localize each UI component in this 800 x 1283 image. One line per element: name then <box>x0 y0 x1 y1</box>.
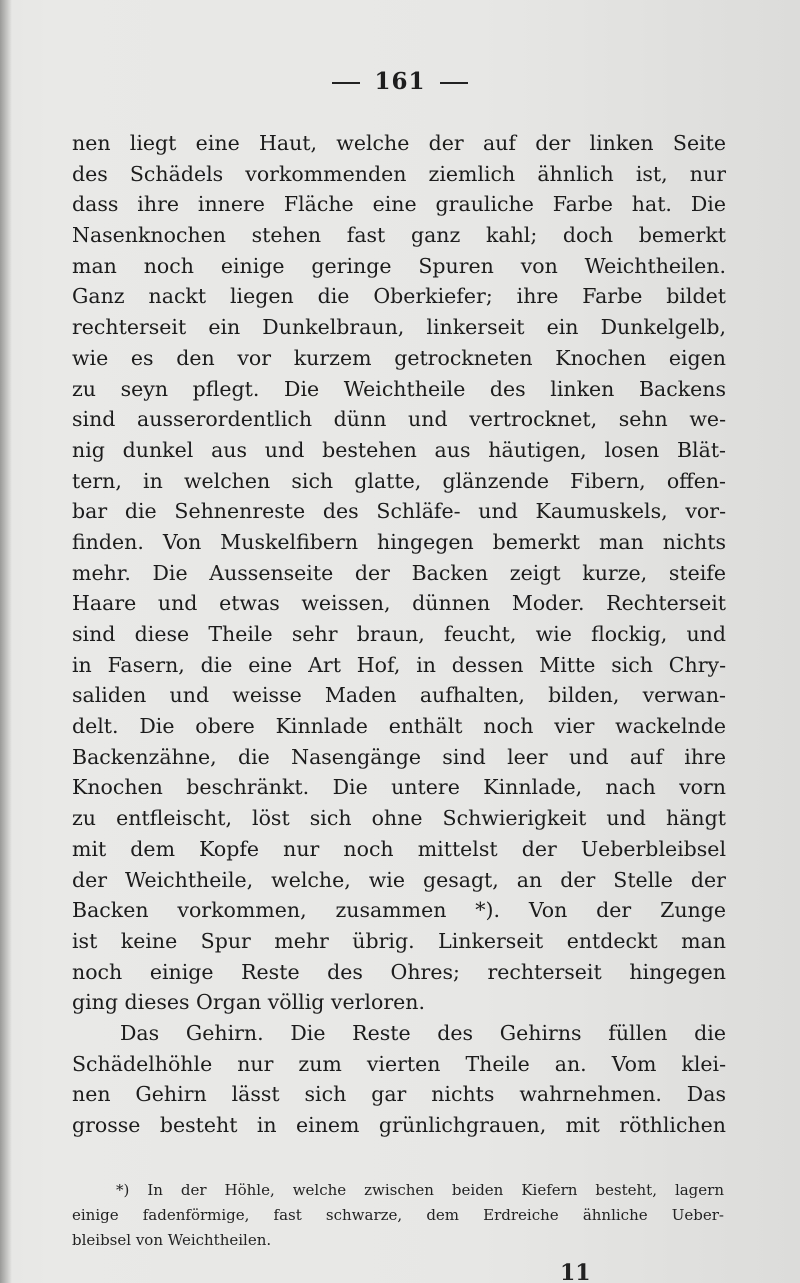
text-line: man noch einige geringe Spuren von Weichtheilen. <box>72 253 726 278</box>
text-line: nig dunkel aus und bestehen aus häutigen, losen Blät- <box>72 437 726 462</box>
text-line: Das Gehirn. Die Reste des Gehirns füllen die <box>120 1020 726 1045</box>
text-line: finden. Von Muskelfibern hingegen bemerkt man nichts <box>72 529 726 554</box>
text-line: bar die Sehnenreste des Schläfe- und Kaumuskels, vor- <box>72 499 726 524</box>
text-line: sind ausserordentlich dünn und vertrocknet, sehn we- <box>72 407 726 432</box>
page-number: 161 <box>374 68 426 95</box>
text-line: ging dieses Organ völlig verloren. <box>72 990 425 1015</box>
text-line: Schädelhöhle nur zum vierten Theile an. Vom klei- <box>72 1051 726 1076</box>
text-line: des Schädels vorkommenden ziemlich ähnlich ist, nur <box>72 161 726 186</box>
text-line: der Weichtheile, welche, wie gesagt, an der Stelle der <box>72 867 726 892</box>
text-line: dass ihre innere Fläche eine grauliche Farbe hat. Die <box>72 192 726 217</box>
text-line: rechterseit ein Dunkelbraun, linkerseit ein Dunkelgelb, <box>72 315 726 340</box>
footnote-line: *) In der Höhle, welche zwischen beiden Kiefern besteht, lagern <box>116 1181 724 1199</box>
text-line: delt. Die obere Kinnlade enthält noch vier wackelnde <box>72 714 726 739</box>
page-header <box>0 68 800 95</box>
text-line: sind diese Theile sehr braun, feucht, wie flockig, und <box>72 622 726 646</box>
text-line: tern, in welchen sich glatte, glänzende Fibern, offen- <box>72 468 726 493</box>
text-line: Nasenknochen stehen fast ganz kahl; doch bemerkt <box>72 223 726 248</box>
text-line: Knochen beschränkt. Die untere Kinnlade, nach vorn <box>72 775 726 800</box>
text-line: ist keine Spur mehr übrig. Linkerseit entdeckt man <box>72 928 726 953</box>
text-line: Haare und etwas weissen, dünnen Moder. Rechterseit <box>72 591 726 616</box>
text-line: noch einige Reste des Ohres; rechterseit hingegen <box>72 959 726 984</box>
body-text <box>72 128 726 1141</box>
text-line: grosse besteht in einem grünlichgrauen, mit röthlichen <box>72 1113 726 1137</box>
text-line: nen liegt eine Haut, welche der auf der linken Seite <box>72 131 726 155</box>
signature-mark: 11 <box>560 1260 591 1283</box>
text-line: mit dem Kopfe nur noch mittelst der Ueberbleibsel <box>72 836 726 861</box>
page-binding-edge <box>0 0 12 1283</box>
text-line: zu seyn pflegt. Die Weichtheile des linken Backens <box>72 376 726 401</box>
text-line: saliden und weisse Maden aufhalten, bilden, verwan- <box>72 683 726 708</box>
header-dash-left <box>332 82 360 84</box>
text-line: Backenzähne, die Nasengänge sind leer und auf ihre <box>72 744 726 769</box>
text-line: Ganz nackt liegen die Oberkiefer; ihre Farbe bildet <box>72 284 726 309</box>
text-line: in Fasern, die eine Art Hof, in dessen Mitte sich Chry- <box>72 652 726 677</box>
footnote <box>72 1178 724 1253</box>
text-line: nen Gehirn lässt sich gar nichts wahrnehmen. Das <box>72 1082 726 1107</box>
footnote-line: bleibsel von Weichtheilen. <box>72 1231 272 1249</box>
text-line: wie es den vor kurzem getrockneten Knochen eigen <box>72 345 726 370</box>
footnote-line: einige fadenförmige, fast schwarze, dem Erdreiche ähnliche Ueber- <box>72 1206 724 1224</box>
header-dash-right <box>440 82 468 84</box>
text-line: mehr. Die Aussenseite der Backen zeigt kurze, steife <box>72 560 726 585</box>
text-line: Backen vorkommen, zusammen *). Von der Zunge <box>72 898 726 923</box>
text-line: zu entfleischt, löst sich ohne Schwierigkeit und hängt <box>72 806 726 831</box>
